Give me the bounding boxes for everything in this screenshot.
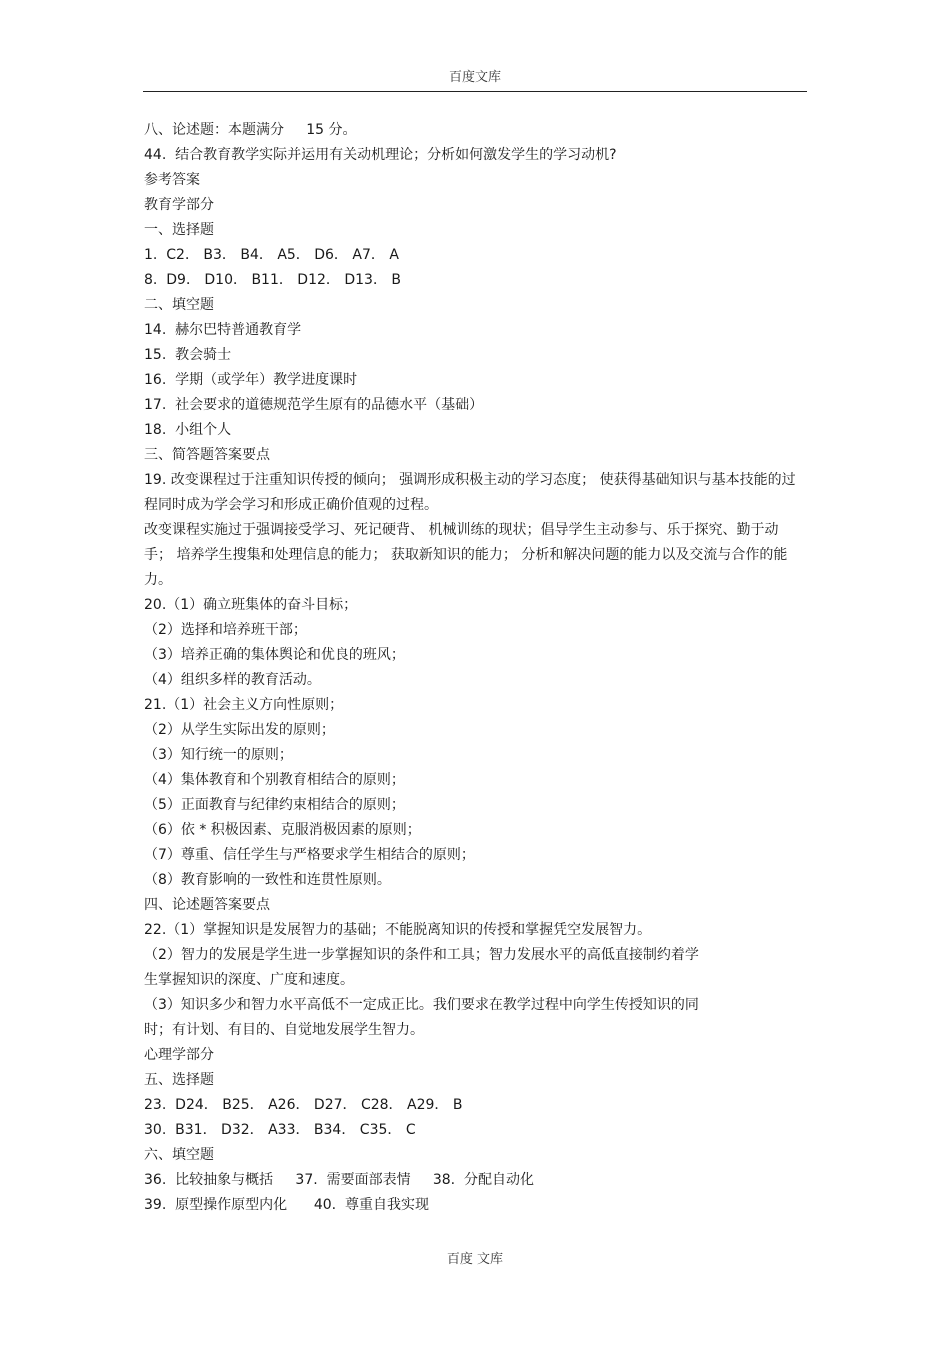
section-heading-choice-2: 五、选择题: [144, 1072, 214, 1088]
section-heading-fill: 二、填空题: [144, 297, 214, 313]
question-44: 44. 结合教育教学实际并运用有关动机理论；分析如何激发学生的学习动机?: [144, 147, 617, 163]
answer-21-item-5: （5）正面教育与纪律约束相结合的原则；: [144, 797, 405, 813]
choice-answers-30-35: 30. B31． D32． A33． B34． C35． C: [144, 1122, 416, 1138]
section-heading-essay: 八、论述题：本题满分 15 分。: [144, 122, 357, 138]
answer-21-item-7: （7）尊重、信任学生与严格要求学生相结合的原则；: [144, 847, 475, 863]
section-heading-choice: 一、选择题: [144, 222, 214, 238]
answer-20-item-4: （4）组织多样的教育活动。: [144, 672, 321, 688]
answer-22-item-2-line-1: （2）智力的发展是学生进一步掌握知识的条件和工具；智力发展水平的高低直接制约着学: [144, 947, 699, 963]
answer-20-item-1: 20.（1）确立班集体的奋斗目标；: [144, 597, 358, 613]
section-heading-fill-2: 六、填空题: [144, 1147, 214, 1163]
header-divider: [143, 91, 807, 92]
answer-20-item-2: （2）选择和培养班干部；: [144, 622, 307, 638]
page-footer: 百度 文库: [446, 1252, 504, 1267]
section-heading-essay-answers: 四、论述题答案要点: [144, 897, 270, 913]
answer-22-item-1: 22.（1）掌握知识是发展智力的基础；不能脱离知识的传授和掌握凭空发展智力。: [144, 922, 652, 938]
answer-20-item-3: （3）培养正确的集体舆论和优良的班风；: [144, 647, 405, 663]
pedagogy-part-heading: 教育学部分: [144, 197, 214, 213]
answer-15: 15. 教会骑士: [144, 347, 232, 363]
answer-16: 16. 学期（或学年）教学进度课时: [144, 372, 358, 388]
answers-36-38: 36. 比较抽象与概括 37. 需要面部表情 38. 分配自动化: [144, 1172, 534, 1188]
page-header: 百度文库: [448, 70, 501, 85]
answer-21-item-8: （8）教育影响的一致性和连贯性原则。: [144, 872, 391, 888]
answer-18: 18. 小组个人: [144, 422, 232, 438]
answers-39-40: 39. 原型操作原型内化 40. 尊重自我实现: [144, 1197, 430, 1213]
choice-answers-1-7: 1. C2． B3． B4． A5． D6． A7． A: [144, 247, 399, 263]
answer-19-paragraph-1: 19. 改变课程过于注重知识传授的倾向； 强调形成积极主动的学习态度； 使获得基础知识与基本技能的过程同时成为学会学习和形成正确价值观的过程。: [144, 472, 796, 513]
answer-21-item-2: （2）从学生实际出发的原则；: [144, 722, 335, 738]
psychology-part-heading: 心理学部分: [144, 1047, 214, 1063]
answer-21-item-1: 21.（1）社会主义方向性原则；: [144, 697, 344, 713]
answer-21-item-6: （6）依 * 积极因素、克服消极因素的原则；: [144, 822, 421, 838]
section-heading-short-answer: 三、简答题答案要点: [144, 447, 270, 463]
choice-answers-23-29: 23. D24． B25． A26． D27． C28． A29． B: [144, 1097, 463, 1113]
answer-17: 17. 社会要求的道德规范学生原有的品德水平（基础）: [144, 397, 484, 413]
answer-14: 14. 赫尔巴特普通教育学: [144, 322, 302, 338]
answer-21-item-3: （3）知行统一的原则；: [144, 747, 293, 763]
answer-22-item-2-line-2: 生掌握知识的深度、广度和速度。: [144, 972, 354, 988]
reference-answer-heading: 参考答案: [144, 172, 200, 188]
answer-19-paragraph-2: 改变课程实施过于强调接受学习、死记硬背、 机械训练的现状；倡导学生主动参与、乐于探究、勤于动手； 培养学生搜集和处理信息的能力； 获取新知识的能力； 分析和解决问题的能力以及交流与合作的能力。: [144, 522, 788, 588]
answer-22-item-3-line-1: （3）知识多少和智力水平高低不一定成正比。我们要求在教学过程中向学生传授知识的同: [144, 997, 699, 1013]
choice-answers-8-13: 8. D9． D10． B11． D12． D13． B: [144, 272, 402, 288]
document-body: [144, 118, 806, 1218]
answer-21-item-4: （4）集体教育和个别教育相结合的原则；: [144, 772, 405, 788]
answer-22-item-3-line-2: 时；有计划、有目的、自觉地发展学生智力。: [144, 1022, 424, 1038]
